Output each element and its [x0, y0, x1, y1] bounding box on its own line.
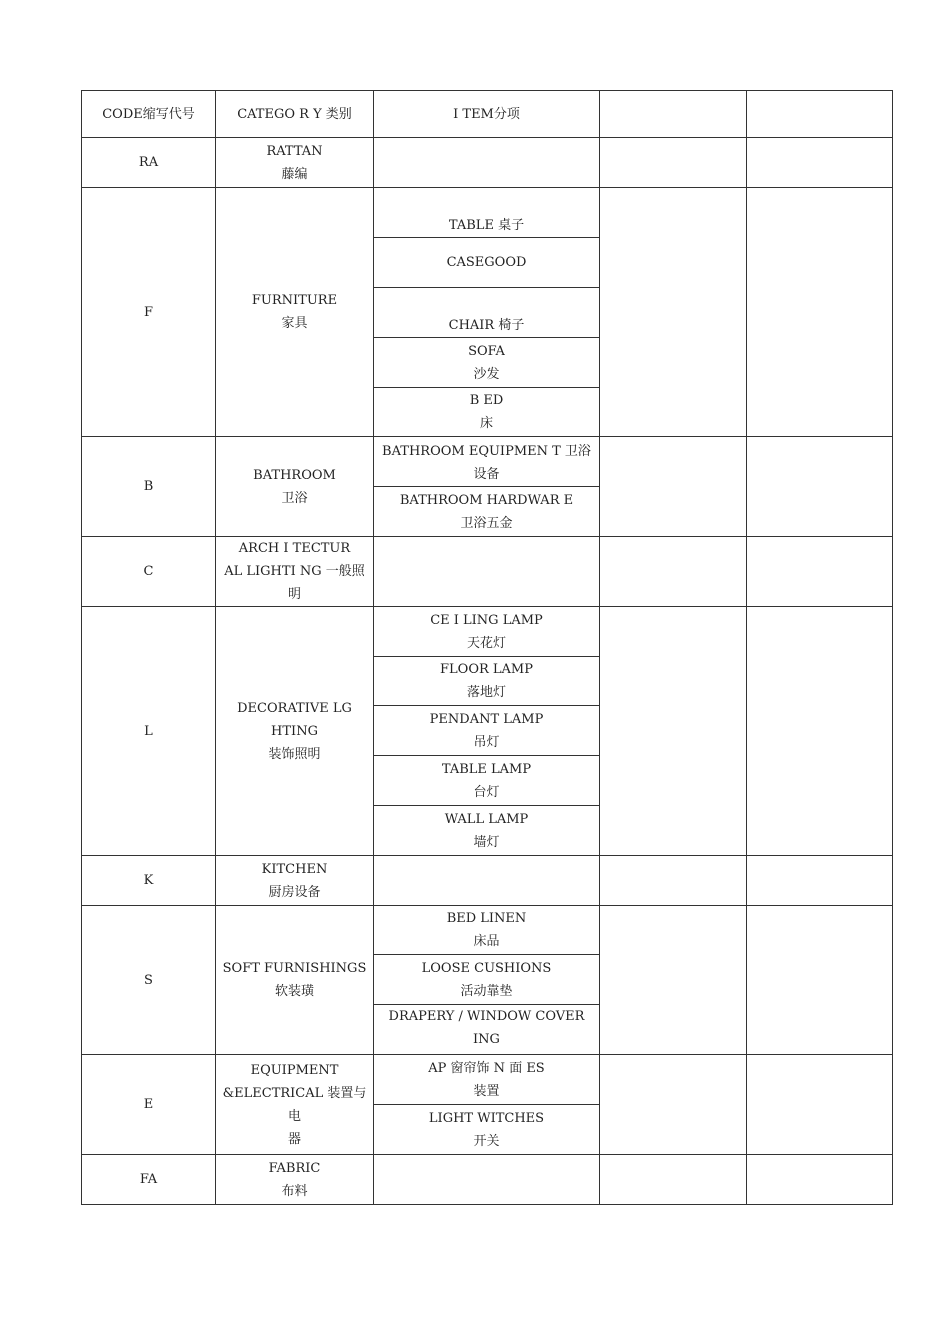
table-header-row	[82, 91, 893, 138]
blank-cell	[600, 437, 747, 537]
item-cell: WALL LAMP 墙灯	[374, 806, 600, 856]
category-cell: FURNITURE 家具	[216, 188, 374, 437]
blank-cell	[747, 607, 893, 856]
code-cell: B	[82, 437, 216, 537]
blank-cell	[600, 856, 747, 906]
blank-cell	[747, 906, 893, 1055]
category-cell: DECORATIVE LG HTING 装饰照明	[216, 607, 374, 856]
item-cell: FLOOR LAMP 落地灯	[374, 657, 600, 706]
table-row	[82, 1055, 893, 1105]
category-cell: ARCH I TECTUR AL LIGHTI NG 一般照 明	[216, 537, 374, 607]
code-category-table	[81, 90, 893, 1205]
blank-cell	[747, 537, 893, 607]
blank-cell	[600, 537, 747, 607]
blank-cell	[747, 138, 893, 188]
code-cell: S	[82, 906, 216, 1055]
blank-cell	[747, 437, 893, 537]
item-cell: TABLE 桌子	[374, 188, 600, 238]
table-row	[82, 138, 893, 188]
item-cell: B ED 床	[374, 388, 600, 437]
table-row	[82, 188, 893, 238]
code-cell: RA	[82, 138, 216, 188]
category-cell: EQUIPMENT &ELECTRICAL 装置与电 器	[216, 1055, 374, 1155]
code-cell: L	[82, 607, 216, 856]
table-row	[82, 856, 893, 906]
item-cell: PENDANT LAMP 吊灯	[374, 706, 600, 756]
item-cell: BATHROOM HARDWAR E 卫浴五金	[374, 487, 600, 537]
item-cell: TABLE LAMP 台灯	[374, 756, 600, 806]
category-cell: FABRIC 布料	[216, 1155, 374, 1205]
item-cell	[374, 856, 600, 906]
blank-cell	[600, 138, 747, 188]
code-cell: K	[82, 856, 216, 906]
blank-cell	[747, 1055, 893, 1155]
blank-cell	[747, 1155, 893, 1205]
blank-cell	[600, 1155, 747, 1205]
code-cell: C	[82, 537, 216, 607]
code-cell: FA	[82, 1155, 216, 1205]
header-blank-2	[747, 91, 893, 138]
item-cell: BATHROOM EQUIPMEN T 卫浴设备	[374, 437, 600, 487]
item-cell: BED LINEN 床品	[374, 906, 600, 955]
code-cell: F	[82, 188, 216, 437]
code-cell: E	[82, 1055, 216, 1155]
item-cell: CE I LING LAMP 天花灯	[374, 607, 600, 657]
blank-cell	[600, 1055, 747, 1155]
blank-cell	[747, 188, 893, 437]
blank-cell	[747, 856, 893, 906]
item-cell	[374, 138, 600, 188]
category-cell: KITCHEN 厨房设备	[216, 856, 374, 906]
table-row	[82, 437, 893, 487]
blank-cell	[600, 188, 747, 437]
header-category: CATEGO R Y 类别	[216, 91, 374, 138]
table-row	[82, 607, 893, 657]
item-cell: CASEGOOD	[374, 238, 600, 288]
item-cell: SOFA 沙发	[374, 338, 600, 388]
table-row	[82, 1155, 893, 1205]
header-item: I TEM分项	[374, 91, 600, 138]
header-blank-1	[600, 91, 747, 138]
category-cell: RATTAN 藤编	[216, 138, 374, 188]
category-cell: SOFT FURNISHINGS 软装璜	[216, 906, 374, 1055]
table-row	[82, 537, 893, 607]
item-cell	[374, 537, 600, 607]
category-cell: BATHROOM 卫浴	[216, 437, 374, 537]
item-cell: CHAIR 椅子	[374, 288, 600, 338]
item-cell	[374, 1155, 600, 1205]
item-cell: DRAPERY / WINDOW COVER ING	[374, 1005, 600, 1055]
header-code: CODE缩写代号	[82, 91, 216, 138]
blank-cell	[600, 906, 747, 1055]
blank-cell	[600, 607, 747, 856]
item-cell: LIGHT WITCHES 开关	[374, 1105, 600, 1155]
table-row	[82, 906, 893, 955]
item-cell: LOOSE CUSHIONS 活动靠垫	[374, 955, 600, 1005]
item-cell: AP 窗帘饰 N 面 ES 装置	[374, 1055, 600, 1105]
